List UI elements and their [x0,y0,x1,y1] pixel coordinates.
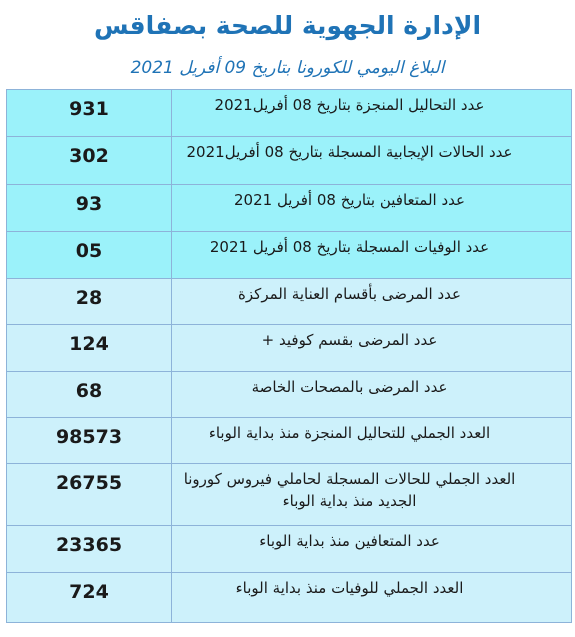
stat-label: عدد التحاليل المنجزة بتاريخ 08 أفريل2021 [172,90,572,137]
table-row [7,279,572,325]
stat-label: عدد المتعافين بتاريخ 08 أفريل 2021 [172,185,572,232]
stat-value: 302 [7,137,172,185]
table-row [7,90,572,137]
stat-value: 26755 [7,464,172,526]
stat-value: 23365 [7,526,172,573]
table-row [7,464,572,526]
statistics-table [6,89,572,623]
table-row [7,137,572,185]
table-row [7,573,572,623]
stat-label: عدد الوفيات المسجلة بتاريخ 08 أفريل 2021 [172,232,572,279]
table-row [7,232,572,279]
stat-label: عدد الحالات الإيجابية المسجلة بتاريخ 08 أفريل2021 [172,137,572,185]
table-row [7,526,572,573]
stat-label: العدد الجملي للتحاليل المنجزة منذ بداية الوباء [172,418,572,464]
stat-label: عدد المتعافين منذ بداية الوباء [172,526,572,573]
stat-value: 724 [7,573,172,623]
stat-label: العدد الجملي للحالات المسجلة لحاملي فيروس كورونا الجديد منذ بداية الوباء [172,464,572,526]
page-title: الإدارة الجهوية للصحة بصفاقس [93,11,482,40]
table-row [7,325,572,372]
stat-value: 28 [7,279,172,325]
table-row [7,185,572,232]
stat-label: عدد المرضى بقسم كوفيد + [172,325,572,372]
report-subtitle: البلاغ اليومي للكورونا بتاريخ 09 أفريل 2021 [130,58,445,78]
stat-value: 93 [7,185,172,232]
stat-value: 05 [7,232,172,279]
stat-value: 124 [7,325,172,372]
stat-label: عدد المرضى بالمصحات الخاصة [172,372,572,418]
stat-value: 68 [7,372,172,418]
stat-label: عدد المرضى بأقسام العناية المركزة [172,279,572,325]
stat-value: 931 [7,90,172,137]
stat-value: 98573 [7,418,172,464]
table-row [7,372,572,418]
table-row [7,418,572,464]
stat-label: العدد الجملي للوفيات منذ بداية الوباء [172,573,572,623]
